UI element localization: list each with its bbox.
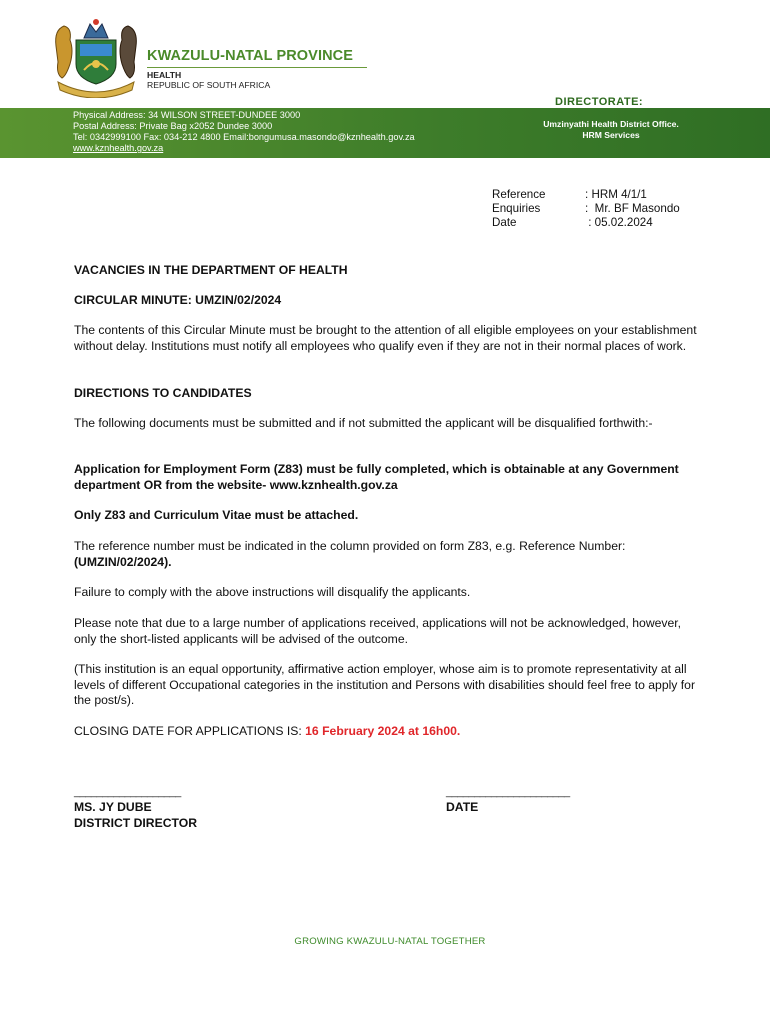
footer-slogan: GROWING KWAZULU-NATAL TOGETHER: [294, 936, 486, 947]
reference-number-text: The reference number must be indicated in the column provided on form Z83, e.g. Reference Number:: [74, 539, 626, 553]
signatory-name: MS. JY DUBE: [74, 800, 152, 814]
enquiries-value: : Mr. BF Masondo: [585, 202, 680, 215]
closing-date-value: 16 February 2024 at 16h00.: [305, 724, 461, 738]
date-value: : 05.02.2024: [585, 216, 653, 229]
reference-block: [492, 188, 680, 230]
intro-paragraph: The contents of this Circular Minute must be brought to the attention of all eligible employees on your establishment without delay. Institutions must notify all employees who qualify even if they are not in their normal places of work.: [74, 323, 697, 353]
reference-number-code: (UMZIN/02/2024).: [74, 554, 172, 569]
directorate-label: DIRECTORATE:: [555, 96, 644, 108]
office-unit: HRM Services: [582, 130, 640, 140]
notice-paragraph: Please note that due to a large number of applications received, applications will not be acknowledged, however, only the short-listed applicants will be advised of the outcome.: [74, 616, 682, 646]
coat-of-arms-icon: [50, 16, 142, 98]
failure-paragraph: Failure to comply with the above instructions will disqualify the applicants.: [74, 585, 471, 599]
signatory-title: DISTRICT DIRECTOR: [74, 816, 198, 830]
closing-date-label: CLOSING DATE FOR APPLICATIONS IS:: [74, 724, 306, 738]
attachments-paragraph: Only Z83 and Curriculum Vitae must be attached.: [74, 508, 359, 522]
date-signature-line: ______________________: [446, 786, 570, 798]
header-divider: [147, 67, 367, 68]
contact-banner: [0, 108, 770, 158]
reference-value: : HRM 4/1/1: [585, 188, 647, 201]
closing-date: [74, 724, 704, 740]
equal-opportunity-paragraph: (This institution is an equal opportunity, affirmative action employer, whose aim is to promote representativity at all levels of different Occupational categories in the institution and Persons with disabilities should feel free to apply for the post/s).: [74, 662, 696, 707]
signature-date-label: DATE: [446, 800, 479, 814]
postal-address: Postal Address: Private Bag x2052 Dundee 3000: [73, 121, 273, 131]
contact-numbers: Tel: 0342999100 Fax: 034-212 4800 Email:bongumusa.masondo@kznhealth.gov.za: [73, 132, 415, 142]
enquiries-label: Enquiries: [492, 202, 541, 215]
reference-number-paragraph: [74, 539, 704, 570]
documents-paragraph: The following documents must be submitted and if not submitted the applicant will be disqualified forthwith:-: [74, 416, 653, 430]
department-name: HEALTH: [147, 70, 182, 80]
date-label: Date: [492, 216, 517, 229]
directions-heading: DIRECTIONS TO CANDIDATES: [74, 386, 252, 400]
physical-address: Physical Address: 34 WILSON STREET-DUNDEE 3000: [73, 110, 301, 120]
signature-line: ___________________: [74, 786, 181, 798]
reference-label: Reference: [492, 188, 546, 201]
website-link[interactable]: www.kznhealth.gov.za: [73, 143, 164, 153]
circular-minute-heading: CIRCULAR MINUTE: UMZIN/02/2024: [74, 293, 282, 307]
province-title: KWAZULU-NATAL PROVINCE: [147, 48, 353, 64]
vacancies-heading: VACANCIES IN THE DEPARTMENT OF HEALTH: [74, 263, 348, 277]
reference-row: [492, 188, 680, 202]
office-name: Umzinyathi Health District Office.: [543, 119, 679, 129]
application-form-paragraph: Application for Employment Form (Z83) must be fully completed, which is obtainable at any Government department OR from the website- www.kznhealth.gov.za: [74, 462, 679, 492]
enquiries-row: [492, 202, 680, 216]
date-row: [492, 216, 680, 230]
republic-name: REPUBLIC OF SOUTH AFRICA: [147, 80, 271, 90]
